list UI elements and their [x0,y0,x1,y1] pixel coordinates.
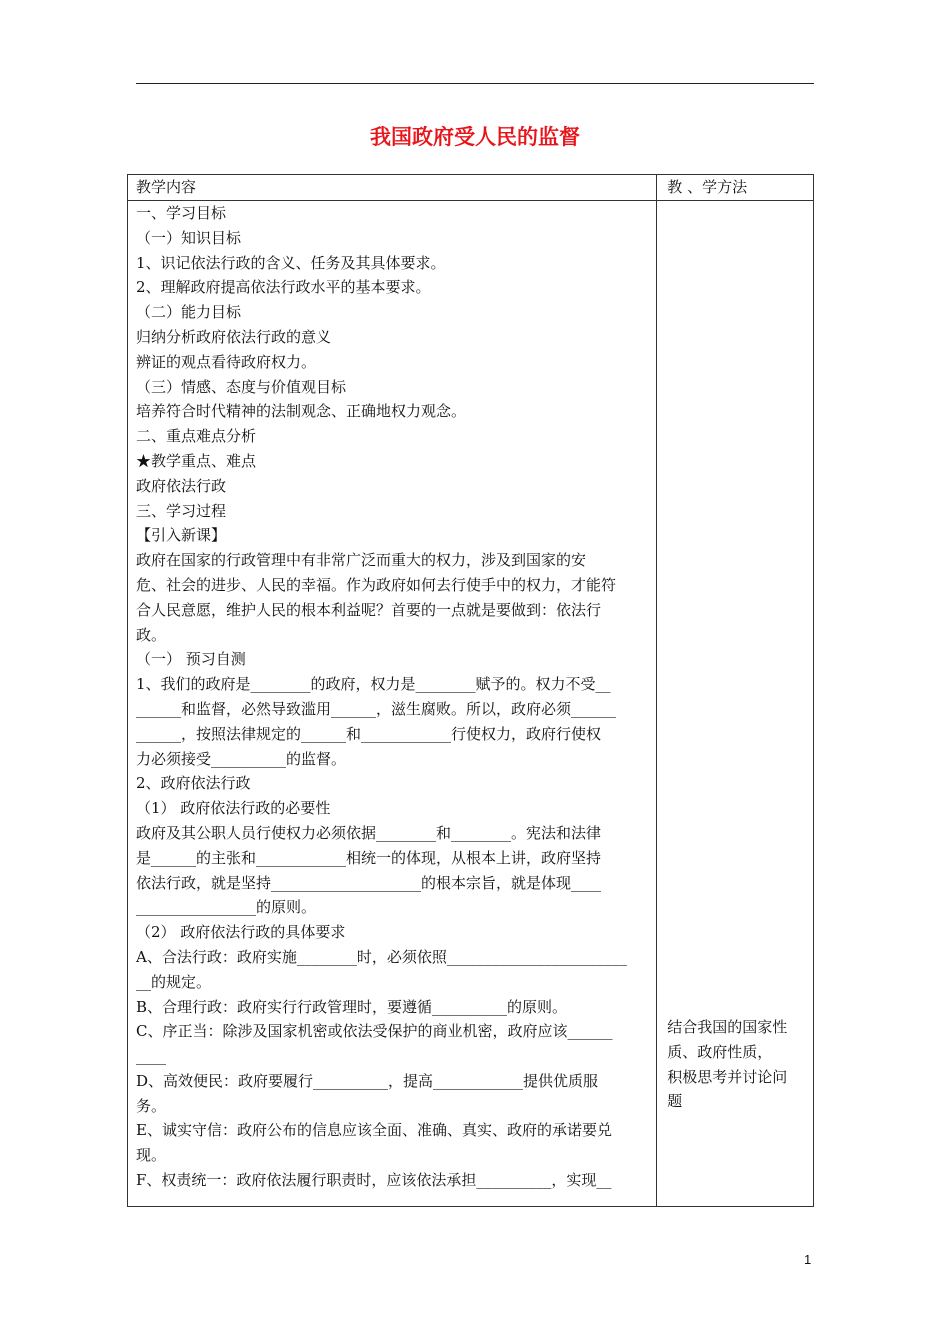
content-line: B、合理行政：政府实行行政管理时，要遵循__________的原则。 [136,997,568,1016]
method-line: 结合我国的国家性 [667,1018,788,1036]
content-line: 2、理解政府提高依法行政水平的基本要求。 [136,278,431,297]
content-line: （一）知识目标 [136,228,242,247]
content-line: __的规定。 [136,972,212,991]
content-line: D、高效便民：政府要履行__________，提高____________提供优质服 [136,1071,599,1090]
content-line: 危、社会的进步、人民的幸福。作为政府如何去行使手中的权力，才能符 [136,575,617,594]
content-line: （一） 预习自测 [136,650,246,669]
content-line: 1、识记依法行政的含义、任务及其具体要求。 [136,253,446,272]
content-line: C、序正当：除涉及国家机密或依法受保护的商业机密，政府应该______ [136,1022,613,1041]
content-line: （2） 政府依法行政的具体要求 [136,923,346,942]
content-line: 二、重点难点分析 [136,427,257,446]
content-line: （1） 政府依法行政的必要性 [136,799,331,818]
method-line: 质、政府性质， [667,1042,773,1061]
content-lines [128,201,656,1206]
content-line: E、诚实守信：政府公布的信息应该全面、准确、真实、政府的承诺要兑 [136,1121,612,1140]
content-line: ____ [136,1047,166,1066]
content-line: 培养符合时代精神的法制观念、正确地权力观念。 [136,402,467,421]
content-line: F、权责统一：政府依法履行职责时，应该依法承担__________，实现__ [136,1171,612,1190]
method-lines [657,201,813,1114]
content-line: 归纳分析政府依法行政的意义 [136,327,332,346]
content-line: 力必须接受__________的监督。 [136,749,347,768]
table-header-row [128,175,814,201]
table-body-row [128,201,814,1207]
content-line: 政。 [136,625,167,644]
content-line: 现。 [136,1146,167,1165]
content-line: ______和监督，必然导致滥用______，滋生腐败。所以，政府必须______ [136,699,617,718]
content-line: 务。 [136,1096,167,1115]
header-rule [136,83,814,84]
content-line: 1、我们的政府是________的政府，权力是________赋予的。权力不受__ [136,675,611,694]
lesson-table [127,174,814,1207]
content-line: 三、学习过程 [136,501,227,520]
content-line: ________________的原则。 [136,898,317,917]
content-line: ★教学重点、难点 [136,451,257,470]
content-line: （三）情感、态度与价值观目标 [136,377,347,396]
content-line: 合人民意愿，维护人民的根本利益呢？首要的一点就是要做到：依法行 [136,600,602,619]
methods-cell [657,201,814,1207]
header-teaching-methods: 教 、学方法 [657,175,814,201]
content-line: 一、学习目标 [136,204,227,222]
content-line: 政府在国家的行政管理中有非常广泛而重大的权力，涉及到国家的安 [136,551,587,570]
content-line: （二）能力目标 [136,303,242,322]
header-teaching-content: 教学内容 [128,175,657,201]
method-line: 积极思考并讨论问 [667,1067,788,1086]
content-line: 【引入新课】 [136,526,227,545]
method-line: 题 [667,1092,683,1111]
content-line: ______，按照法律规定的______和____________行使权力，政府行使权 [136,724,602,743]
content-line: 政府及其公职人员行使权力必须依据________和________。宪法和法律 [136,823,602,842]
content-line: A、合法行政：政府实施________时，必须依照________________________ [136,947,627,966]
content-line: 是______的主张和____________相统一的体现，从根本上讲，政府坚持 [136,848,602,867]
content-line: 辨证的观点看待政府权力。 [136,352,317,371]
content-line: 依法行政，就是坚持____________________的根本宗旨，就是体现____ [136,873,602,892]
content-cell [128,201,657,1207]
page-number: 1 [804,1252,812,1267]
document-title: 我国政府受人民的监督 [370,125,580,149]
content-line: 2、政府依法行政 [136,774,251,793]
content-line: 政府依法行政 [136,476,227,495]
